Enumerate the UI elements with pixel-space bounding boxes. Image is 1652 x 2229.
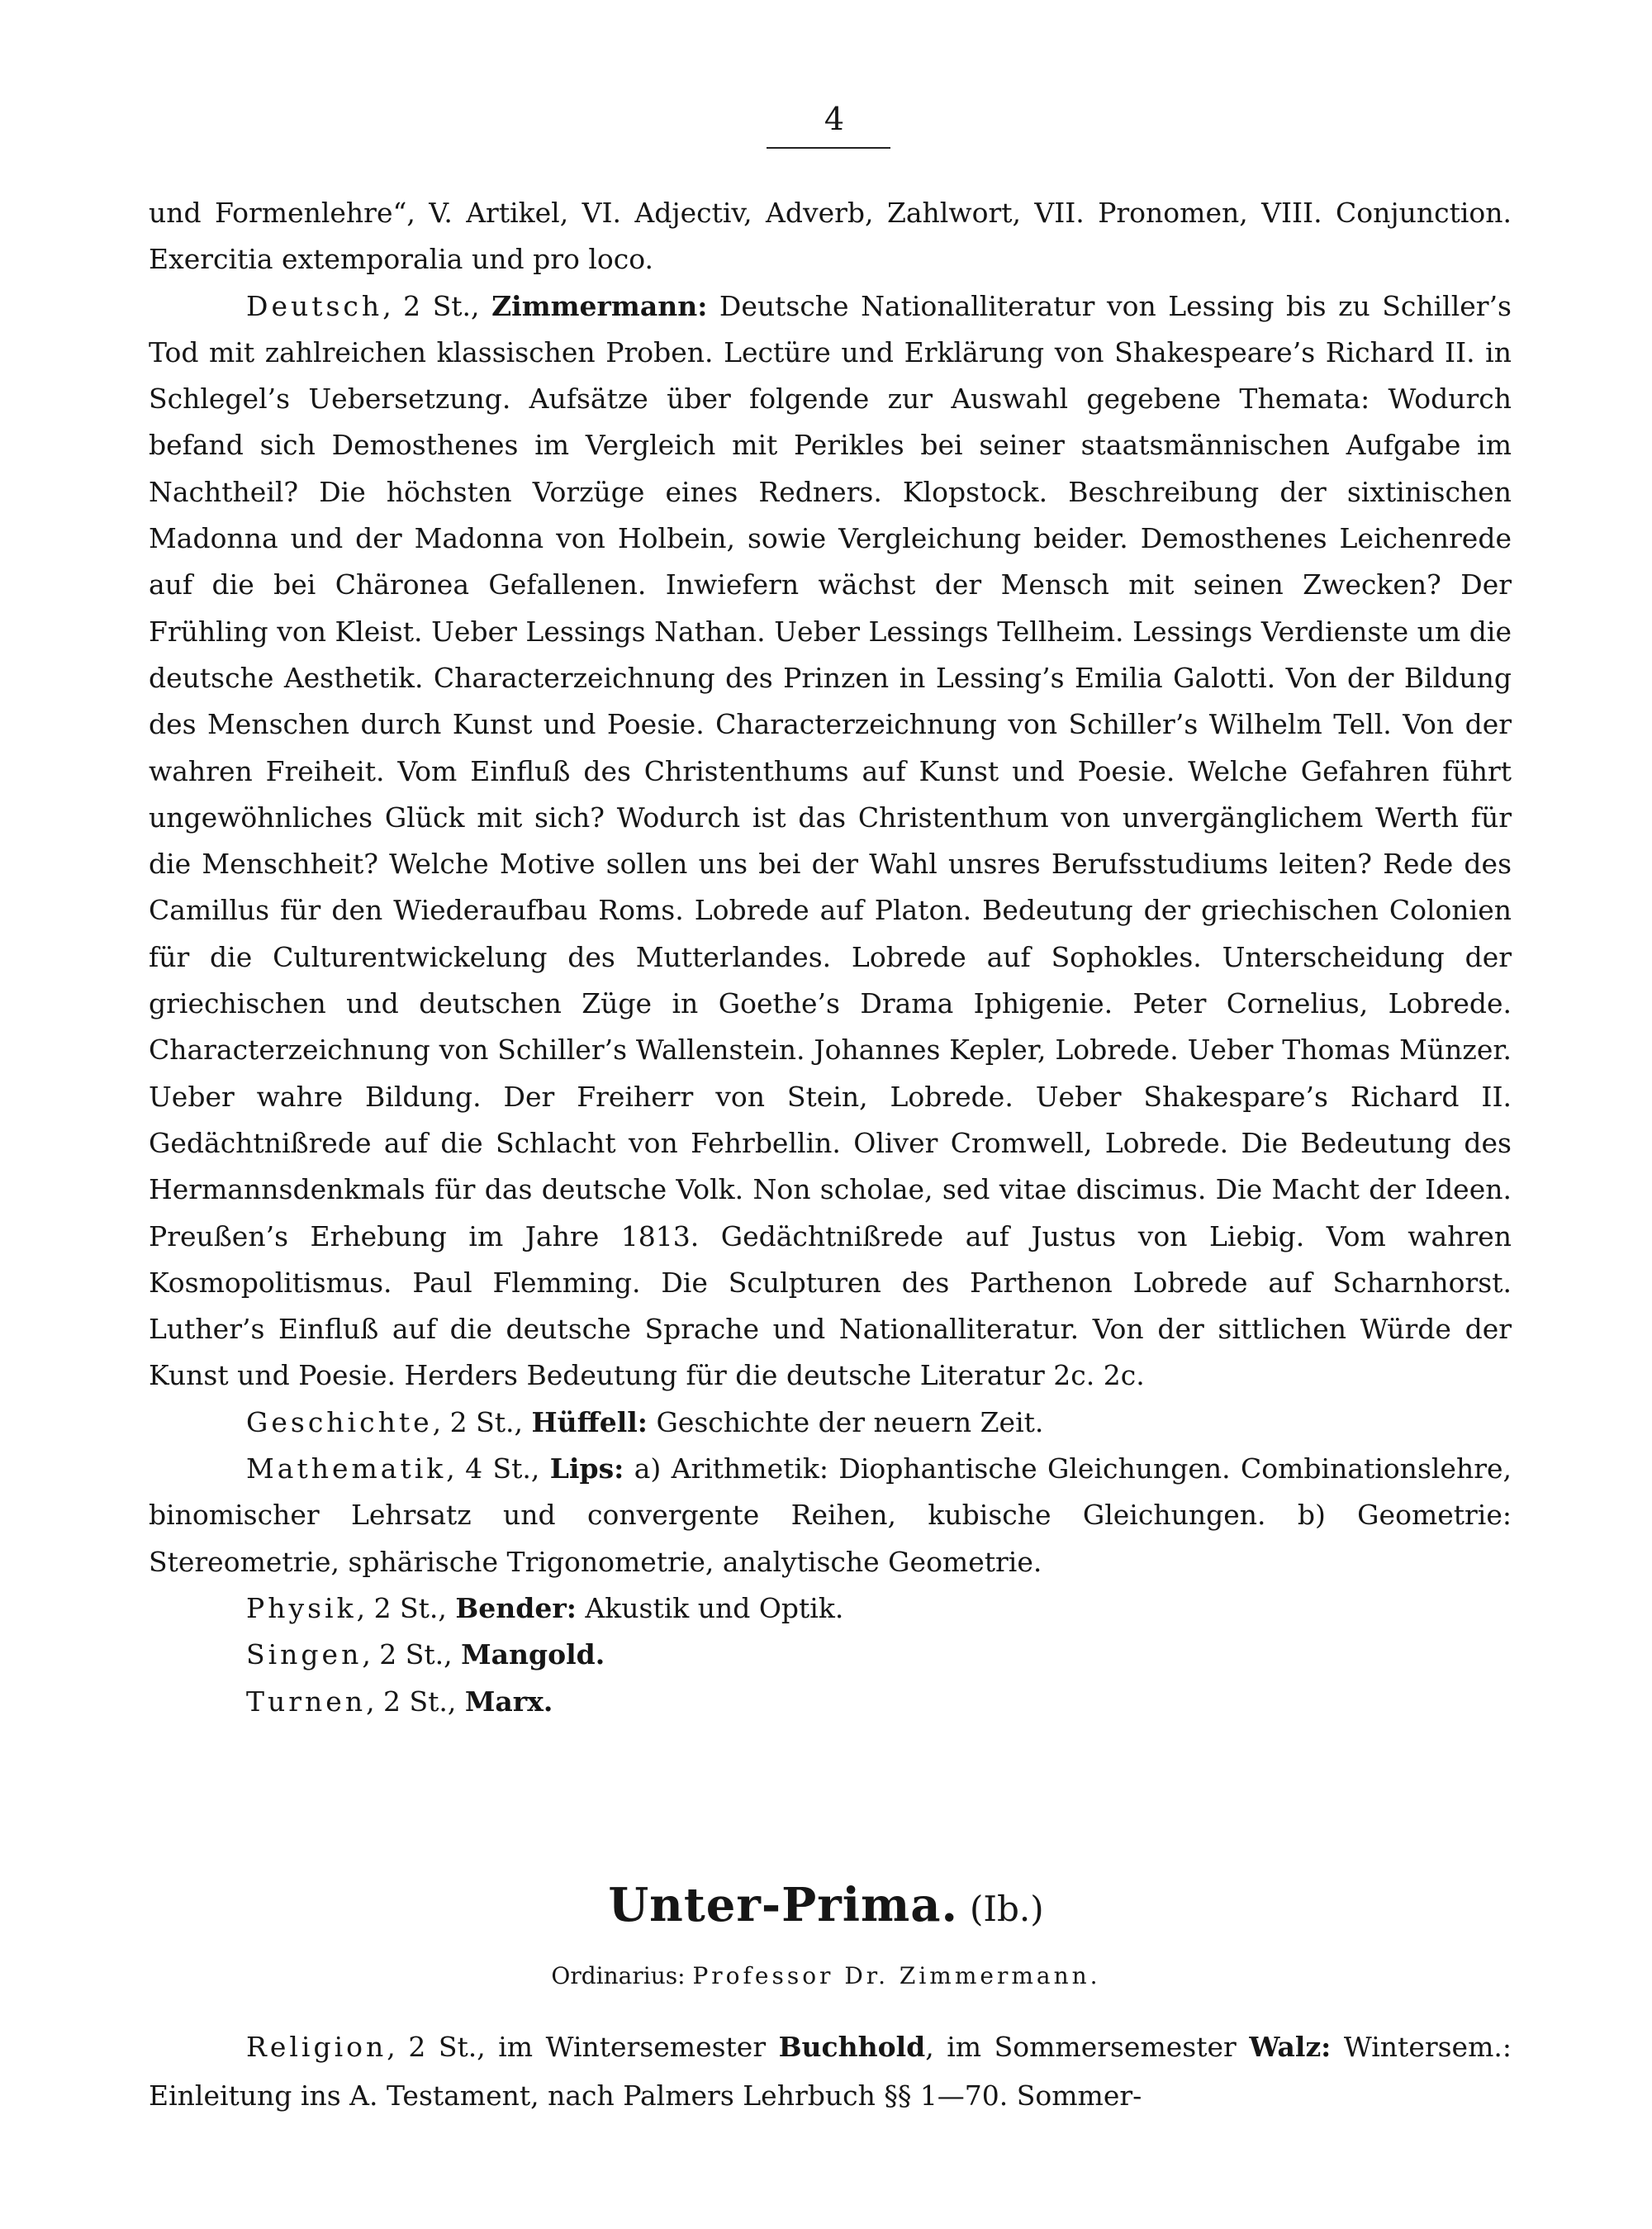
ordinarius-line (0, 1960, 1652, 1993)
section-code: (Ib.) (970, 1889, 1044, 1929)
hours-deutsch: , 2 St., (382, 289, 492, 322)
teacher-lips: Lips: (549, 1452, 624, 1485)
paragraph-formenlehre: und Formenlehre“, V. Artikel, VI. Adjectiv, Adverb, Zahlwort, VII. Pronomen, VIII. Conjunction. Exercitia extemporalia und pro loco. (149, 197, 1512, 276)
text-geschichte: Geschichte der neuern Zeit. (647, 1405, 1044, 1438)
section-heading (0, 1874, 1652, 1941)
text-religion: Wintersem.: Einleitung ins A. Testament, nach Palmers Lehrbuch §§ 1—70. Sommer- (149, 2031, 1512, 2112)
teacher-buchhold: Buchhold (778, 2031, 926, 2063)
teacher-hueffell: Hüffell: (531, 1405, 648, 1438)
main-text (149, 190, 1512, 1725)
hours-mathematik: , 4 St., (446, 1452, 550, 1485)
text-mathematik: a) Arithmetik: Diophantische Gleichungen. Combinationslehre, binomischer Lehrsatz und convergente Reihen, kubische Gleichungen. b) Geometrie: Stereometrie, sphärische Trigonometrie, analytische Geometrie. (149, 1452, 1512, 1578)
subject-religion: Religion (246, 2031, 387, 2063)
hours-turnen: , 2 St., (366, 1685, 465, 1718)
text-deutsch: Deutsche Nationalliteratur von Lessing bis zu Schiller’s Tod mit zahlreichen klassischen Proben. Lectüre und Erklärung von Shakespeare’s Richard II. in Schlegel’s Uebersetzung. Aufsätze über folgende zur Auswahl gegebene Themata: Wodurch befand sich Demosthenes im Vergleich mit Perikles bei seiner staatsmännischen Aufgabe im Nachtheil? Die höchsten Vorzüge eines Redners. Klopstock. Beschreibung der sixtinischen Madonna und der Madonna von Holbein, sowie Vergleichung beider. Demosthenes Leichenrede auf die bei Chäronea Gefallenen. Inwiefern wächst der Mensch mit seinen Zwecken? Der Frühling von Kleist. Ueber Lessings Nathan. Ueber Lessings Tellheim. Lessings Verdienste um die deutsche Aesthetik. Characterzeichnung des Prinzen in Lessing’s Emilia Galotti. Von der Bildung des Menschen durch Kunst und Poesie. Characterzeichnung von Schiller’s Wilhelm Tell. Von der wahren Freiheit. Vom Einfluß des Christenthums auf Kunst und Poesie. Welche Gefahren führt ungewöhnliches Glück mit sich? Wodurch ist das Christenthum von unvergänglichem Werth für die Menschheit? Welche Motive sollen uns bei der Wahl unsres Berufsstudiums leiten? Rede des Camillus für den Wiederaufbau Roms. Lobrede auf Platon. Bedeutung der griechischen Colonien für die Culturentwickelung des Mutterlandes. Lobrede auf Sophokles. Unterscheidung der griechischen und deutschen Züge in Goethe’s Drama Iphigenie. Peter Cornelius, Lobrede. Characterzeichnung von Schiller’s Wallenstein. Johannes Kepler, Lobrede. Ueber Thomas Münzer. Ueber wahre Bildung. Der Freiherr von Stein, Lobrede. Ueber Shakespare’s Richard II. Gedächtnißrede auf die Schlacht von Fehrbellin. Oliver Cromwell, Lobrede. Die Bedeutung des Hermannsdenkmals für das deutsche Volk. Non scholae, sed vitae discimus. Die Macht der Ideen. Preußen’s Erhebung im Jahre 1813. Gedächtnißrede auf Justus von Liebig. Vom wahren Kosmopolitismus. Paul Flemming. Die Sculpturen des Parthenon Lobrede auf Scharnhorst. Luther’s Einfluß auf die deutsche Sprache und Nationalliteratur. Von der sittlichen Würde der Kunst und Poesie. Herders Bedeutung für die deutsche Literatur 2c. 2c. (149, 289, 1512, 1392)
page-number: 4 (824, 101, 845, 137)
subject-deutsch: Deutsch (246, 289, 383, 322)
ordinarius-name: Professor Dr. Zimmermann. (692, 1962, 1101, 1989)
paragraph-physik (149, 1585, 1512, 1632)
subject-mathematik: Mathematik (246, 1452, 447, 1485)
hours-physik: , 2 St., (356, 1591, 456, 1624)
paragraph-geschichte (149, 1400, 1512, 1446)
teacher-zimmermann: Zimmermann: (491, 289, 708, 322)
ordinarius-label: Ordinarius: (551, 1962, 693, 1989)
subject-singen: Singen (246, 1638, 363, 1671)
hours-geschichte: , 2 St., (432, 1405, 532, 1438)
paragraph-religion (149, 2022, 1512, 2120)
subject-turnen: Turnen (246, 1685, 367, 1718)
subject-physik: Physik (246, 1591, 357, 1624)
paragraph-mathematik (149, 1446, 1512, 1585)
religion-middle: , im Sommersemester (925, 2031, 1250, 2063)
paragraph-deutsch (149, 283, 1512, 1400)
teacher-marx: Marx. (464, 1685, 553, 1718)
section-title: Unter-Prima. (608, 1878, 959, 1932)
hours-singen: , 2 St., (362, 1638, 462, 1671)
page-number-rule (767, 147, 890, 149)
teacher-walz: Walz: (1249, 2031, 1332, 2063)
religion-text (149, 2022, 1512, 2120)
text-physik: Akustik und Optik. (576, 1591, 844, 1624)
teacher-bender: Bender: (455, 1591, 577, 1624)
paragraph-turnen (149, 1679, 1512, 1725)
paragraph-singen (149, 1632, 1512, 1678)
subject-geschichte: Geschichte (246, 1405, 433, 1438)
teacher-mangold: Mangold. (461, 1638, 605, 1671)
hours-religion: , 2 St., im Wintersemester (387, 2031, 779, 2063)
